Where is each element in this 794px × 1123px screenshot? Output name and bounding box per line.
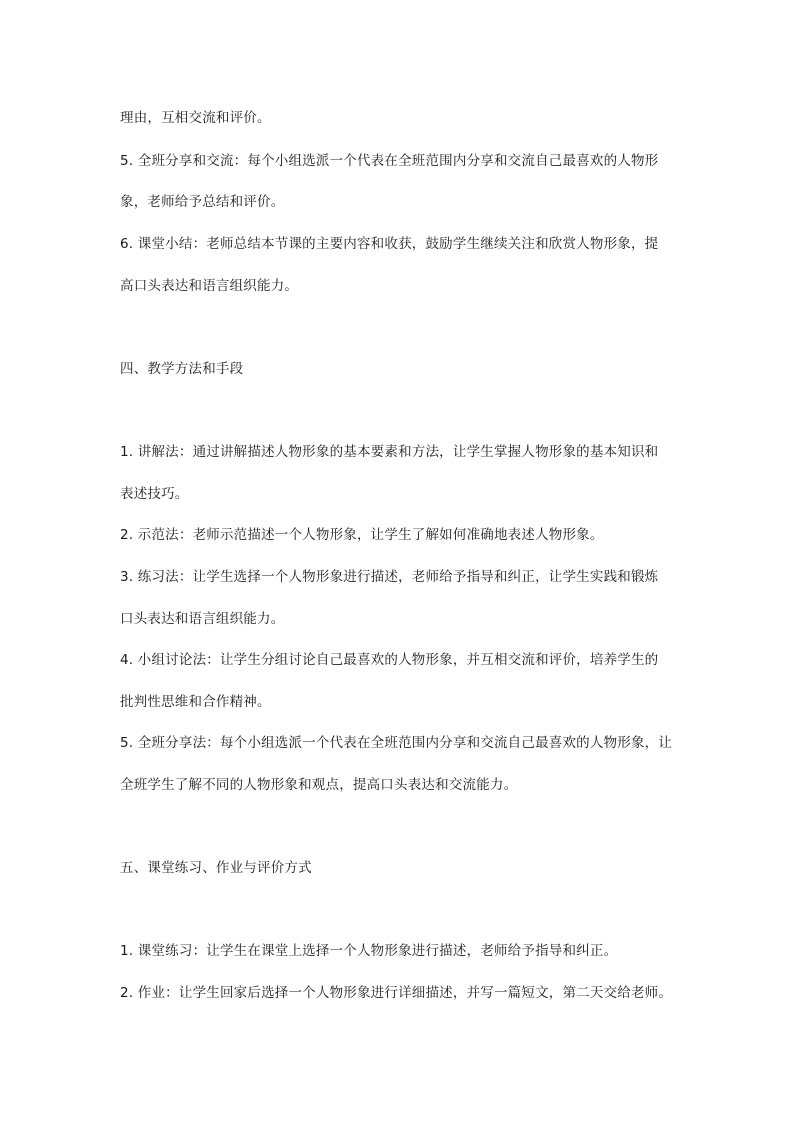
text-line: 批判性思维和合作精神。 [120,694,271,710]
section-heading: 四、教学方法和手段 [120,361,244,377]
section-heading: 五、课堂练习、作业与评价方式 [120,860,312,876]
text-line: 1. 讲解法：通过讲解描述人物形象的基本要素和方法，让学生掌握人物形象的基本知识和 [120,444,659,460]
text-line: 6. 课堂小结：老师总结本节课的主要内容和收获，鼓励学生继续关注和欣赏人物形象，提 [120,236,659,252]
text-line: 高口头表达和语言组织能力。 [120,278,299,294]
text-line: 1. 课堂练习：让学生在课堂上选择一个人物形象进行描述，老师给予指导和纠正。 [120,943,618,959]
text-line: 5. 全班分享法：每个小组选派一个代表在全班范围内分享和交流自己最喜欢的人物形象，让 [120,735,673,751]
text-line: 理由，互相交流和评价。 [120,110,271,126]
text-line: 口头表达和语言组织能力。 [120,611,285,627]
text-line: 全班学生了解不同的人物形象和观点，提高口头表达和交流能力。 [120,777,518,793]
text-line: 5. 全班分享和交流：每个小组选派一个代表在全班范围内分享和交流自己最喜欢的人物形 [120,153,659,169]
text-line: 2. 作业：让学生回家后选择一个人物形象进行详细描述，并写一篇短文，第二天交给老师。 [120,985,673,1001]
text-line: 象，老师给予总结和评价。 [120,194,285,210]
text-line: 3. 练习法：让学生选择一个人物形象进行描述，老师给予指导和纠正，让学生实践和锻炼 [120,569,659,585]
text-line: 2. 示范法：老师示范描述一个人物形象，让学生了解如何准确地表述人物形象。 [120,527,604,543]
text-line: 表述技巧。 [120,486,189,502]
text-line: 4. 小组讨论法：让学生分组讨论自己最喜欢的人物形象，并互相交流和评价，培养学生的 [120,652,659,668]
